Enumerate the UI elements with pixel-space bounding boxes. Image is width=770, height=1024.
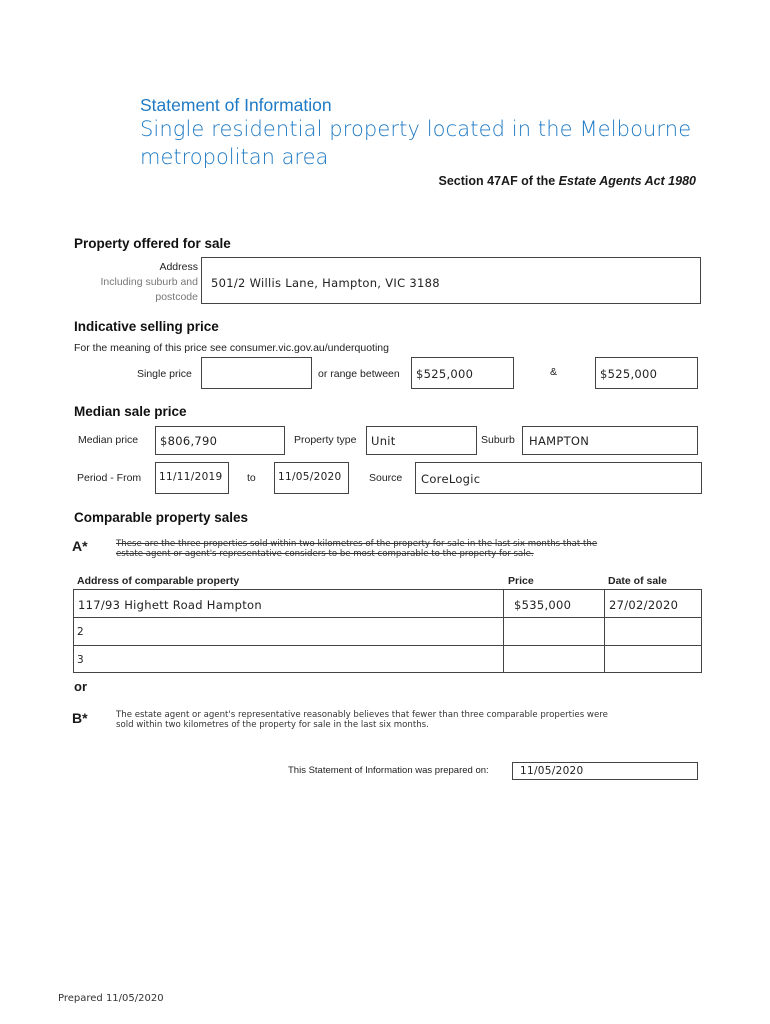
period-from-value: 11/11/2019 [159, 471, 223, 483]
property-type-field[interactable] [366, 426, 477, 455]
comparable-heading: Comparable property sales [74, 510, 249, 525]
suburb-label: Suburb [481, 434, 515, 446]
table-divider-col-1 [503, 589, 504, 673]
table-divider-row-1 [73, 617, 702, 618]
comparable-col-date: Date of sale [608, 575, 667, 587]
range-low-field[interactable] [411, 357, 514, 389]
period-from-field[interactable] [155, 462, 229, 494]
address-label-line-3: postcode [155, 291, 198, 303]
address-label-line-1: Address [159, 261, 198, 273]
single-price-field[interactable] [201, 357, 312, 389]
suburb-value: HAMPTON [529, 434, 590, 448]
period-to-value: 11/05/2020 [278, 471, 342, 483]
range-label: or range between [318, 368, 400, 380]
source-field[interactable] [415, 462, 702, 494]
source-label: Source [369, 472, 403, 484]
indicative-heading: Indicative selling price [74, 319, 219, 334]
property-type-label: Property type [294, 434, 357, 446]
median-heading: Median sale price [74, 404, 187, 419]
median-price-field[interactable] [155, 426, 285, 455]
period-from-label: Period - From [77, 472, 142, 484]
range-high-value: $525,000 [600, 367, 658, 381]
range-high-field[interactable] [595, 357, 698, 389]
prepared-on-value: 11/05/2020 [520, 765, 584, 777]
section-reference [439, 174, 696, 188]
option-a-text-line-2: estate agent or agent's representative considers to be most comparable to the property for sale. [116, 549, 534, 559]
section-act: Estate Agents Act 1980 [558, 174, 696, 188]
option-a-text [116, 539, 597, 559]
median-price-value: $806,790 [160, 434, 218, 448]
document-subtitle-line-1: Single residential property located in the Melbourne [140, 117, 692, 141]
document-subtitle-line-2: metropolitan area [140, 145, 329, 169]
property-type-value: Unit [371, 434, 396, 448]
table-row-1-date[interactable]: 27/02/2020 [609, 598, 679, 612]
suburb-field[interactable] [522, 426, 698, 455]
document-title: Statement of Information [140, 95, 332, 115]
period-to-label: to [247, 472, 256, 484]
address-label-line-2: Including suburb and [100, 276, 198, 288]
comparable-col-price: Price [508, 575, 534, 587]
table-row-2-address[interactable]: 2 [77, 626, 84, 638]
table-divider-col-2 [604, 589, 605, 673]
option-b-marker: B* [72, 710, 88, 726]
option-b-text-line-2: sold within two kilometres of the property for sale in the last six months. [116, 720, 429, 730]
source-value: CoreLogic [421, 472, 481, 486]
prepared-on-label: This Statement of Information was prepared on: [288, 765, 489, 776]
option-a-marker: A* [72, 538, 88, 554]
table-divider-row-2 [73, 645, 702, 646]
option-b-text-line-1: The estate agent or agent's representative reasonably believes that fewer than three comparable properties were [116, 710, 608, 720]
table-row-1-address[interactable]: 117/93 Highett Road Hampton [78, 598, 262, 612]
range-low-value: $525,000 [416, 367, 474, 381]
range-and-label: & [550, 366, 558, 378]
option-b-text [116, 710, 608, 730]
single-price-label: Single price [137, 368, 192, 380]
prepared-on-field[interactable] [512, 762, 698, 780]
option-a-text-line-1: These are the three properties sold within two kilometres of the property for sale in the last six months that the [116, 539, 598, 549]
property-heading: Property offered for sale [74, 236, 231, 251]
address-value: 501/2 Willis Lane, Hampton, VIC 3188 [211, 276, 440, 290]
period-to-field[interactable] [274, 462, 349, 494]
table-row-1-price[interactable]: $535,000 [514, 598, 572, 612]
address-field[interactable] [201, 257, 701, 304]
comparable-col-address: Address of comparable property [77, 575, 240, 587]
table-row-3-address[interactable]: 3 [77, 654, 84, 666]
footer-prepared: Prepared 11/05/2020 [58, 993, 164, 1004]
address-label [70, 260, 198, 305]
median-price-label: Median price [78, 434, 139, 446]
or-label: or [74, 679, 87, 694]
section-prefix: Section 47AF of the [438, 174, 559, 188]
indicative-note: For the meaning of this price see consumer.vic.gov.au/underquoting [74, 342, 389, 354]
